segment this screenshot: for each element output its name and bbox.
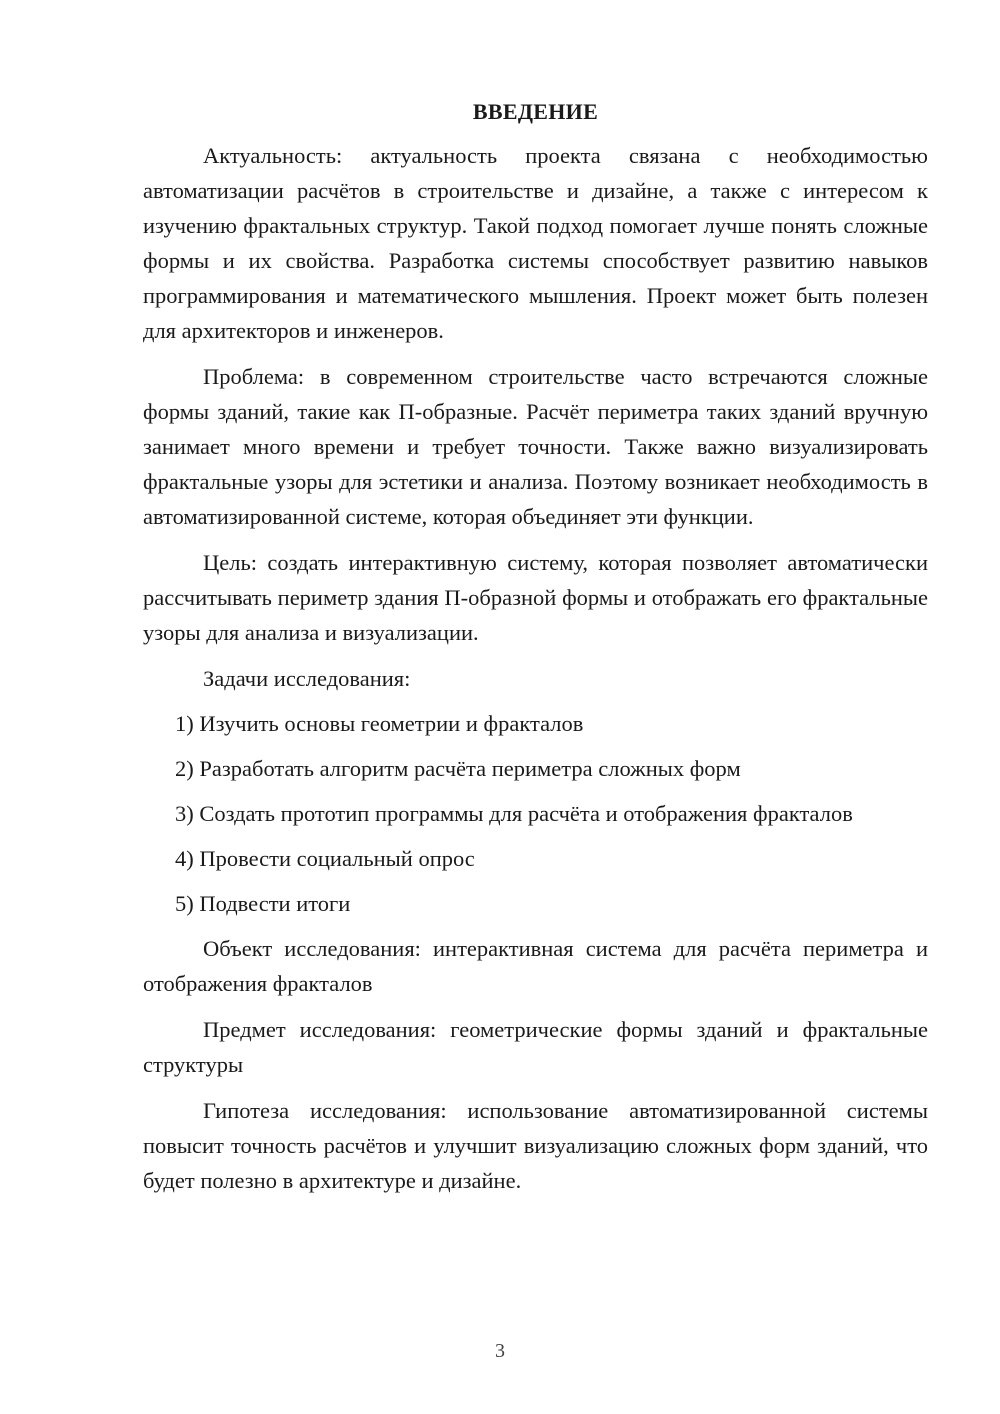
- paragraph-relevance: Актуальность: актуальность проекта связана с необходимостью автоматизации расчётов в строительстве и дизайне, а также с интересом к изучению фрактальных структур. Такой подход помогает лучше понять сложные формы и их свойства. Разработка системы способствует развитию навыков программирования и математического мышления. Проект может быть полезен для архитекторов и инженеров.: [143, 143, 928, 343]
- paragraph-hypothesis: Гипотеза исследования: использование автоматизированной системы повысит точность расчётов и улучшит визуализацию сложных форм зданий, что будет полезно в архитектуре и дизайне.: [143, 1098, 928, 1193]
- task-item-4: 4) Провести социальный опрос: [175, 846, 475, 871]
- task-item-2: 2) Разработать алгоритм расчёта периметра сложных форм: [175, 756, 741, 781]
- task-item-3: 3) Создать прототип программы для расчёта и отображения фракталов: [175, 801, 853, 826]
- paragraph-problem: Проблема: в современном строительстве часто встречаются сложные формы зданий, такие как П-образные. Расчёт периметра таких зданий вручную занимает много времени и требует точности. Также важно визуализировать фрактальные узоры для эстетики и анализа. Поэтому возникает необходимость в автоматизированной системе, которая объединяет эти функции.: [143, 364, 928, 529]
- page-title: ВВЕДЕНИЕ: [472, 99, 599, 124]
- tasks-heading: Задачи исследования:: [203, 666, 411, 691]
- task-item-1: 1) Изучить основы геометрии и фракталов: [175, 711, 584, 736]
- paragraph-subject: Предмет исследования: геометрические формы зданий и фрактальные структуры: [143, 1017, 928, 1077]
- paragraph-object: Объект исследования: интерактивная система для расчёта периметра и отображения фракталов: [143, 936, 928, 996]
- paragraph-goal: Цель: создать интерактивную систему, которая позволяет автоматически рассчитывать периметр здания П-образной формы и отображать его фрактальные узоры для анализа и визуализации.: [143, 550, 928, 645]
- task-item-5: 5) Подвести итоги: [175, 891, 351, 916]
- page-number: 3: [495, 1340, 505, 1362]
